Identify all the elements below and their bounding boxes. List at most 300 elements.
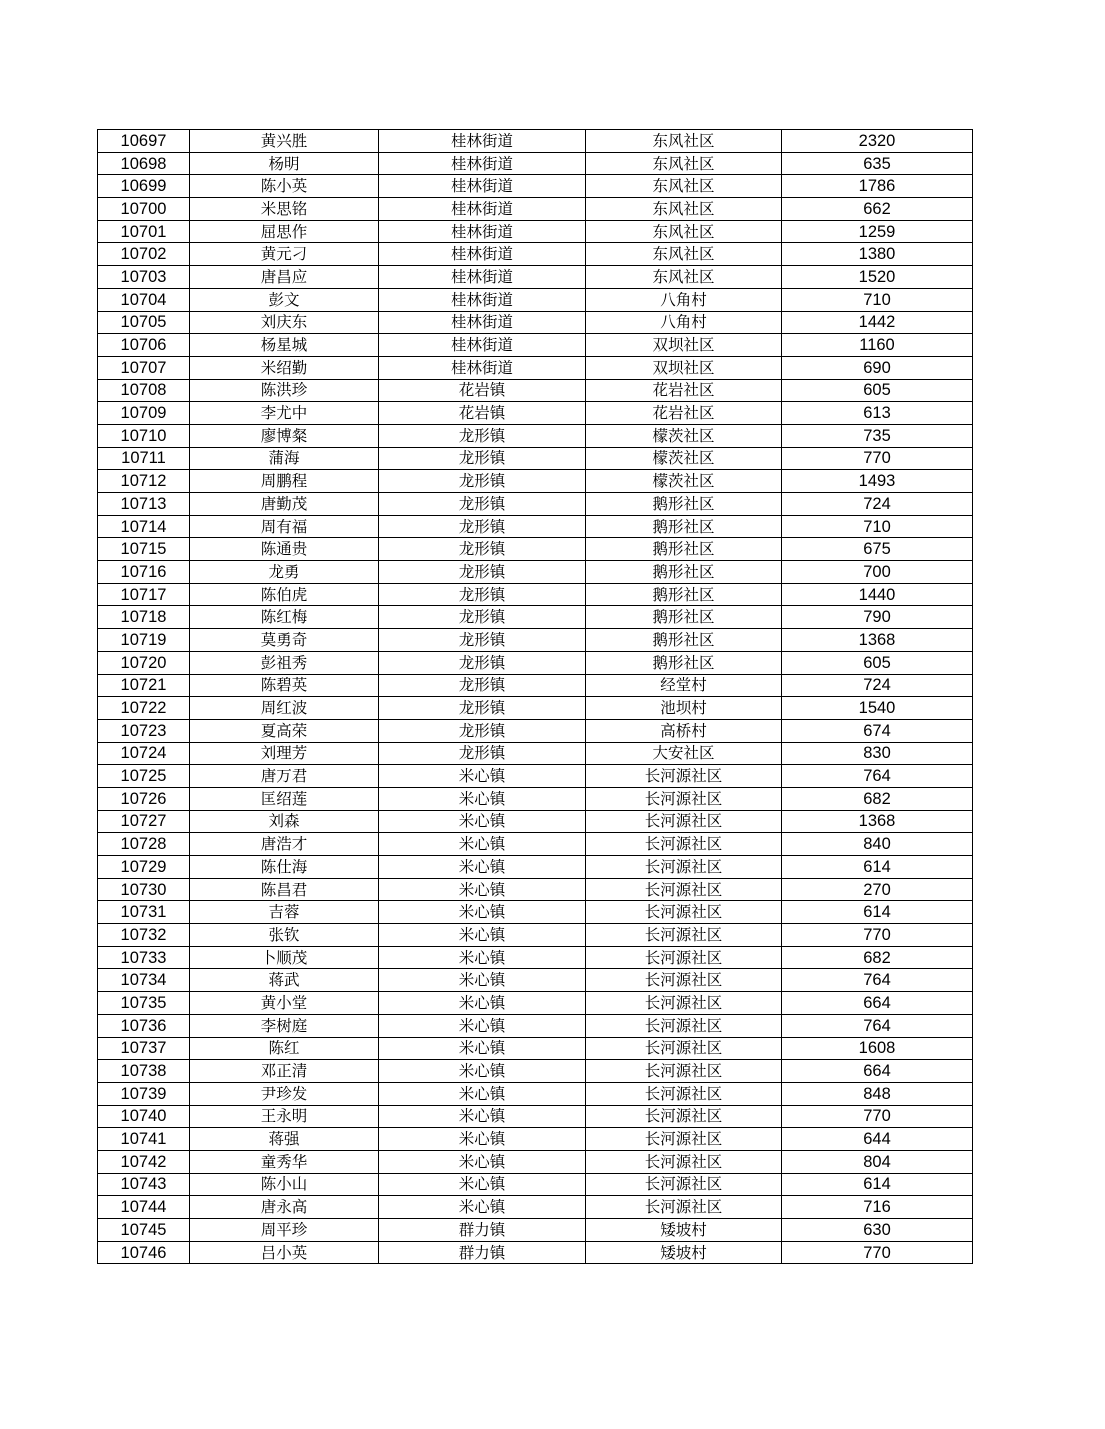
record-id-cell: 10715 [98, 538, 190, 561]
community-cell: 鹅形社区 [586, 561, 782, 584]
town-cell: 米心镇 [379, 901, 586, 924]
town-cell: 桂林街道 [379, 311, 586, 334]
amount-cell: 605 [782, 379, 973, 402]
town-cell: 龙形镇 [379, 674, 586, 697]
community-cell: 长河源社区 [586, 1128, 782, 1151]
table-row [98, 992, 973, 1015]
table-row [98, 856, 973, 879]
table-row [98, 470, 973, 493]
town-cell: 龙形镇 [379, 561, 586, 584]
community-cell: 东风社区 [586, 152, 782, 175]
table-row [98, 561, 973, 584]
person-name-cell: 陈伯虎 [190, 583, 379, 606]
community-cell: 长河源社区 [586, 878, 782, 901]
community-cell: 东风社区 [586, 220, 782, 243]
amount-cell: 664 [782, 992, 973, 1015]
amount-cell: 1160 [782, 334, 973, 357]
amount-cell: 1440 [782, 583, 973, 606]
town-cell: 桂林街道 [379, 152, 586, 175]
amount-cell: 716 [782, 1196, 973, 1219]
person-name-cell: 唐永高 [190, 1196, 379, 1219]
community-cell: 长河源社区 [586, 1150, 782, 1173]
community-cell: 池坝村 [586, 697, 782, 720]
table-row [98, 878, 973, 901]
record-id-cell: 10697 [98, 130, 190, 153]
record-id-cell: 10736 [98, 1014, 190, 1037]
person-name-cell: 杨星城 [190, 334, 379, 357]
person-name-cell: 夏高荣 [190, 719, 379, 742]
record-id-cell: 10713 [98, 493, 190, 516]
record-id-cell: 10731 [98, 901, 190, 924]
community-cell: 八角村 [586, 311, 782, 334]
town-cell: 龙形镇 [379, 470, 586, 493]
record-id-cell: 10729 [98, 856, 190, 879]
town-cell: 米心镇 [379, 1105, 586, 1128]
table-row [98, 1105, 973, 1128]
person-name-cell: 屈思作 [190, 220, 379, 243]
person-name-cell: 周红波 [190, 697, 379, 720]
town-cell: 米心镇 [379, 1060, 586, 1083]
community-cell: 双坝社区 [586, 356, 782, 379]
record-id-cell: 10722 [98, 697, 190, 720]
community-cell: 鹅形社区 [586, 606, 782, 629]
record-id-cell: 10746 [98, 1241, 190, 1264]
table-row [98, 243, 973, 266]
amount-cell: 614 [782, 1173, 973, 1196]
amount-cell: 1368 [782, 629, 973, 652]
table-row [98, 515, 973, 538]
record-id-cell: 10721 [98, 674, 190, 697]
table-row [98, 152, 973, 175]
roster-table [97, 129, 973, 1264]
person-name-cell: 陈小英 [190, 175, 379, 198]
person-name-cell: 米绍勤 [190, 356, 379, 379]
town-cell: 桂林街道 [379, 243, 586, 266]
town-cell: 龙形镇 [379, 629, 586, 652]
amount-cell: 724 [782, 674, 973, 697]
amount-cell: 724 [782, 493, 973, 516]
person-name-cell: 廖博粲 [190, 424, 379, 447]
town-cell: 米心镇 [379, 1082, 586, 1105]
person-name-cell: 吕小英 [190, 1241, 379, 1264]
town-cell: 米心镇 [379, 1128, 586, 1151]
amount-cell: 2320 [782, 130, 973, 153]
community-cell: 鹅形社区 [586, 651, 782, 674]
town-cell: 龙形镇 [379, 606, 586, 629]
community-cell: 长河源社区 [586, 924, 782, 947]
amount-cell: 735 [782, 424, 973, 447]
town-cell: 龙形镇 [379, 719, 586, 742]
table-row [98, 1082, 973, 1105]
town-cell: 桂林街道 [379, 130, 586, 153]
amount-cell: 1493 [782, 470, 973, 493]
person-name-cell: 王永明 [190, 1105, 379, 1128]
record-id-cell: 10709 [98, 402, 190, 425]
town-cell: 米心镇 [379, 1150, 586, 1173]
person-name-cell: 米思铭 [190, 198, 379, 221]
community-cell: 长河源社区 [586, 1173, 782, 1196]
table-row [98, 629, 973, 652]
record-id-cell: 10719 [98, 629, 190, 652]
community-cell: 鹅形社区 [586, 583, 782, 606]
table-row [98, 538, 973, 561]
community-cell: 长河源社区 [586, 992, 782, 1015]
table-row [98, 175, 973, 198]
person-name-cell: 唐昌应 [190, 266, 379, 289]
table-row [98, 266, 973, 289]
town-cell: 龙形镇 [379, 515, 586, 538]
person-name-cell: 童秀华 [190, 1150, 379, 1173]
table-row [98, 583, 973, 606]
person-name-cell: 陈红梅 [190, 606, 379, 629]
person-name-cell: 陈小山 [190, 1173, 379, 1196]
amount-cell: 764 [782, 1014, 973, 1037]
record-id-cell: 10716 [98, 561, 190, 584]
amount-cell: 674 [782, 719, 973, 742]
community-cell: 长河源社区 [586, 1082, 782, 1105]
record-id-cell: 10734 [98, 969, 190, 992]
community-cell: 长河源社区 [586, 946, 782, 969]
amount-cell: 682 [782, 946, 973, 969]
community-cell: 长河源社区 [586, 1105, 782, 1128]
table-row [98, 379, 973, 402]
record-id-cell: 10724 [98, 742, 190, 765]
table-row [98, 765, 973, 788]
community-cell: 长河源社区 [586, 1060, 782, 1083]
record-id-cell: 10732 [98, 924, 190, 947]
town-cell: 桂林街道 [379, 288, 586, 311]
table-row [98, 288, 973, 311]
amount-cell: 682 [782, 787, 973, 810]
community-cell: 长河源社区 [586, 765, 782, 788]
table-row [98, 742, 973, 765]
amount-cell: 1368 [782, 810, 973, 833]
record-id-cell: 10718 [98, 606, 190, 629]
table-row [98, 1037, 973, 1060]
community-cell: 经堂村 [586, 674, 782, 697]
community-cell: 长河源社区 [586, 856, 782, 879]
record-id-cell: 10712 [98, 470, 190, 493]
town-cell: 花岩镇 [379, 402, 586, 425]
table-row [98, 130, 973, 153]
person-name-cell: 刘庆东 [190, 311, 379, 334]
amount-cell: 770 [782, 1241, 973, 1264]
table-row [98, 924, 973, 947]
person-name-cell: 黄元刁 [190, 243, 379, 266]
record-id-cell: 10700 [98, 198, 190, 221]
table-row [98, 356, 973, 379]
table-row [98, 719, 973, 742]
record-id-cell: 10702 [98, 243, 190, 266]
amount-cell: 710 [782, 288, 973, 311]
spreadsheet-page [97, 129, 973, 1264]
community-cell: 长河源社区 [586, 787, 782, 810]
record-id-cell: 10699 [98, 175, 190, 198]
amount-cell: 635 [782, 152, 973, 175]
record-id-cell: 10744 [98, 1196, 190, 1219]
town-cell: 桂林街道 [379, 334, 586, 357]
amount-cell: 675 [782, 538, 973, 561]
table-row [98, 424, 973, 447]
record-id-cell: 10707 [98, 356, 190, 379]
amount-cell: 614 [782, 901, 973, 924]
table-row [98, 969, 973, 992]
town-cell: 米心镇 [379, 1173, 586, 1196]
amount-cell: 662 [782, 198, 973, 221]
amount-cell: 830 [782, 742, 973, 765]
town-cell: 米心镇 [379, 1037, 586, 1060]
town-cell: 龙形镇 [379, 697, 586, 720]
person-name-cell: 陈洪珍 [190, 379, 379, 402]
town-cell: 龙形镇 [379, 583, 586, 606]
person-name-cell: 邓正清 [190, 1060, 379, 1083]
person-name-cell: 尹珍发 [190, 1082, 379, 1105]
town-cell: 龙形镇 [379, 742, 586, 765]
person-name-cell: 陈碧英 [190, 674, 379, 697]
record-id-cell: 10742 [98, 1150, 190, 1173]
table-row [98, 334, 973, 357]
amount-cell: 764 [782, 969, 973, 992]
amount-cell: 1380 [782, 243, 973, 266]
town-cell: 米心镇 [379, 878, 586, 901]
roster-table-body [98, 130, 973, 1264]
amount-cell: 664 [782, 1060, 973, 1083]
community-cell: 花岩社区 [586, 379, 782, 402]
record-id-cell: 10740 [98, 1105, 190, 1128]
town-cell: 米心镇 [379, 1014, 586, 1037]
person-name-cell: 唐浩才 [190, 833, 379, 856]
amount-cell: 1608 [782, 1037, 973, 1060]
amount-cell: 630 [782, 1219, 973, 1242]
community-cell: 长河源社区 [586, 969, 782, 992]
town-cell: 米心镇 [379, 969, 586, 992]
town-cell: 米心镇 [379, 810, 586, 833]
community-cell: 东风社区 [586, 266, 782, 289]
record-id-cell: 10745 [98, 1219, 190, 1242]
record-id-cell: 10741 [98, 1128, 190, 1151]
record-id-cell: 10738 [98, 1060, 190, 1083]
person-name-cell: 匡绍莲 [190, 787, 379, 810]
table-row [98, 651, 973, 674]
record-id-cell: 10737 [98, 1037, 190, 1060]
person-name-cell: 蒲海 [190, 447, 379, 470]
person-name-cell: 周鹏程 [190, 470, 379, 493]
person-name-cell: 周平珍 [190, 1219, 379, 1242]
amount-cell: 690 [782, 356, 973, 379]
record-id-cell: 10714 [98, 515, 190, 538]
amount-cell: 605 [782, 651, 973, 674]
person-name-cell: 彭祖秀 [190, 651, 379, 674]
community-cell: 鹅形社区 [586, 515, 782, 538]
amount-cell: 1786 [782, 175, 973, 198]
community-cell: 矮坡村 [586, 1219, 782, 1242]
table-row [98, 1173, 973, 1196]
community-cell: 檬茨社区 [586, 447, 782, 470]
person-name-cell: 陈通贵 [190, 538, 379, 561]
person-name-cell: 李尤中 [190, 402, 379, 425]
town-cell: 群力镇 [379, 1241, 586, 1264]
person-name-cell: 周有福 [190, 515, 379, 538]
person-name-cell: 黄小堂 [190, 992, 379, 1015]
amount-cell: 848 [782, 1082, 973, 1105]
amount-cell: 790 [782, 606, 973, 629]
table-row [98, 946, 973, 969]
record-id-cell: 10704 [98, 288, 190, 311]
amount-cell: 840 [782, 833, 973, 856]
amount-cell: 710 [782, 515, 973, 538]
record-id-cell: 10726 [98, 787, 190, 810]
town-cell: 米心镇 [379, 765, 586, 788]
community-cell: 鹅形社区 [586, 538, 782, 561]
community-cell: 大安社区 [586, 742, 782, 765]
person-name-cell: 唐万君 [190, 765, 379, 788]
record-id-cell: 10739 [98, 1082, 190, 1105]
person-name-cell: 蒋强 [190, 1128, 379, 1151]
town-cell: 米心镇 [379, 833, 586, 856]
table-row [98, 493, 973, 516]
table-row [98, 1196, 973, 1219]
person-name-cell: 陈仕海 [190, 856, 379, 879]
table-row [98, 901, 973, 924]
town-cell: 米心镇 [379, 856, 586, 879]
person-name-cell: 李树庭 [190, 1014, 379, 1037]
amount-cell: 770 [782, 1105, 973, 1128]
record-id-cell: 10705 [98, 311, 190, 334]
amount-cell: 764 [782, 765, 973, 788]
record-id-cell: 10706 [98, 334, 190, 357]
table-row [98, 606, 973, 629]
community-cell: 矮坡村 [586, 1241, 782, 1264]
person-name-cell: 蒋武 [190, 969, 379, 992]
amount-cell: 1259 [782, 220, 973, 243]
person-name-cell: 卜顺茂 [190, 946, 379, 969]
person-name-cell: 莫勇奇 [190, 629, 379, 652]
town-cell: 桂林街道 [379, 220, 586, 243]
community-cell: 双坝社区 [586, 334, 782, 357]
table-row [98, 1241, 973, 1264]
community-cell: 长河源社区 [586, 833, 782, 856]
person-name-cell: 彭文 [190, 288, 379, 311]
town-cell: 龙形镇 [379, 493, 586, 516]
community-cell: 长河源社区 [586, 1014, 782, 1037]
table-row [98, 198, 973, 221]
record-id-cell: 10730 [98, 878, 190, 901]
person-name-cell: 龙勇 [190, 561, 379, 584]
community-cell: 花岩社区 [586, 402, 782, 425]
town-cell: 桂林街道 [379, 175, 586, 198]
amount-cell: 644 [782, 1128, 973, 1151]
community-cell: 长河源社区 [586, 1037, 782, 1060]
town-cell: 龙形镇 [379, 538, 586, 561]
amount-cell: 270 [782, 878, 973, 901]
record-id-cell: 10743 [98, 1173, 190, 1196]
town-cell: 米心镇 [379, 924, 586, 947]
record-id-cell: 10735 [98, 992, 190, 1015]
community-cell: 八角村 [586, 288, 782, 311]
community-cell: 檬茨社区 [586, 424, 782, 447]
town-cell: 米心镇 [379, 787, 586, 810]
community-cell: 鹅形社区 [586, 629, 782, 652]
community-cell: 长河源社区 [586, 901, 782, 924]
person-name-cell: 陈红 [190, 1037, 379, 1060]
person-name-cell: 刘理芳 [190, 742, 379, 765]
table-row [98, 1014, 973, 1037]
person-name-cell: 黄兴胜 [190, 130, 379, 153]
person-name-cell: 杨明 [190, 152, 379, 175]
community-cell: 高桥村 [586, 719, 782, 742]
table-row [98, 311, 973, 334]
amount-cell: 770 [782, 447, 973, 470]
town-cell: 龙形镇 [379, 651, 586, 674]
record-id-cell: 10708 [98, 379, 190, 402]
table-row [98, 1150, 973, 1173]
record-id-cell: 10710 [98, 424, 190, 447]
table-row [98, 402, 973, 425]
record-id-cell: 10720 [98, 651, 190, 674]
amount-cell: 614 [782, 856, 973, 879]
town-cell: 龙形镇 [379, 424, 586, 447]
community-cell: 东风社区 [586, 175, 782, 198]
table-row [98, 220, 973, 243]
table-row [98, 1219, 973, 1242]
record-id-cell: 10717 [98, 583, 190, 606]
person-name-cell: 刘森 [190, 810, 379, 833]
person-name-cell: 张钦 [190, 924, 379, 947]
community-cell: 鹅形社区 [586, 493, 782, 516]
amount-cell: 700 [782, 561, 973, 584]
table-row [98, 833, 973, 856]
town-cell: 米心镇 [379, 946, 586, 969]
person-name-cell: 吉蓉 [190, 901, 379, 924]
community-cell: 东风社区 [586, 198, 782, 221]
town-cell: 龙形镇 [379, 447, 586, 470]
community-cell: 长河源社区 [586, 1196, 782, 1219]
table-row [98, 787, 973, 810]
record-id-cell: 10723 [98, 719, 190, 742]
amount-cell: 1520 [782, 266, 973, 289]
record-id-cell: 10698 [98, 152, 190, 175]
table-row [98, 1128, 973, 1151]
record-id-cell: 10725 [98, 765, 190, 788]
community-cell: 檬茨社区 [586, 470, 782, 493]
amount-cell: 613 [782, 402, 973, 425]
community-cell: 长河源社区 [586, 810, 782, 833]
town-cell: 桂林街道 [379, 266, 586, 289]
record-id-cell: 10733 [98, 946, 190, 969]
table-row [98, 447, 973, 470]
amount-cell: 804 [782, 1150, 973, 1173]
community-cell: 东风社区 [586, 130, 782, 153]
table-row [98, 697, 973, 720]
record-id-cell: 10703 [98, 266, 190, 289]
table-row [98, 810, 973, 833]
record-id-cell: 10728 [98, 833, 190, 856]
town-cell: 桂林街道 [379, 198, 586, 221]
record-id-cell: 10711 [98, 447, 190, 470]
amount-cell: 1540 [782, 697, 973, 720]
town-cell: 米心镇 [379, 992, 586, 1015]
table-row [98, 674, 973, 697]
record-id-cell: 10727 [98, 810, 190, 833]
person-name-cell: 陈昌君 [190, 878, 379, 901]
town-cell: 花岩镇 [379, 379, 586, 402]
town-cell: 群力镇 [379, 1219, 586, 1242]
amount-cell: 770 [782, 924, 973, 947]
amount-cell: 1442 [782, 311, 973, 334]
record-id-cell: 10701 [98, 220, 190, 243]
person-name-cell: 唐勤茂 [190, 493, 379, 516]
community-cell: 东风社区 [586, 243, 782, 266]
